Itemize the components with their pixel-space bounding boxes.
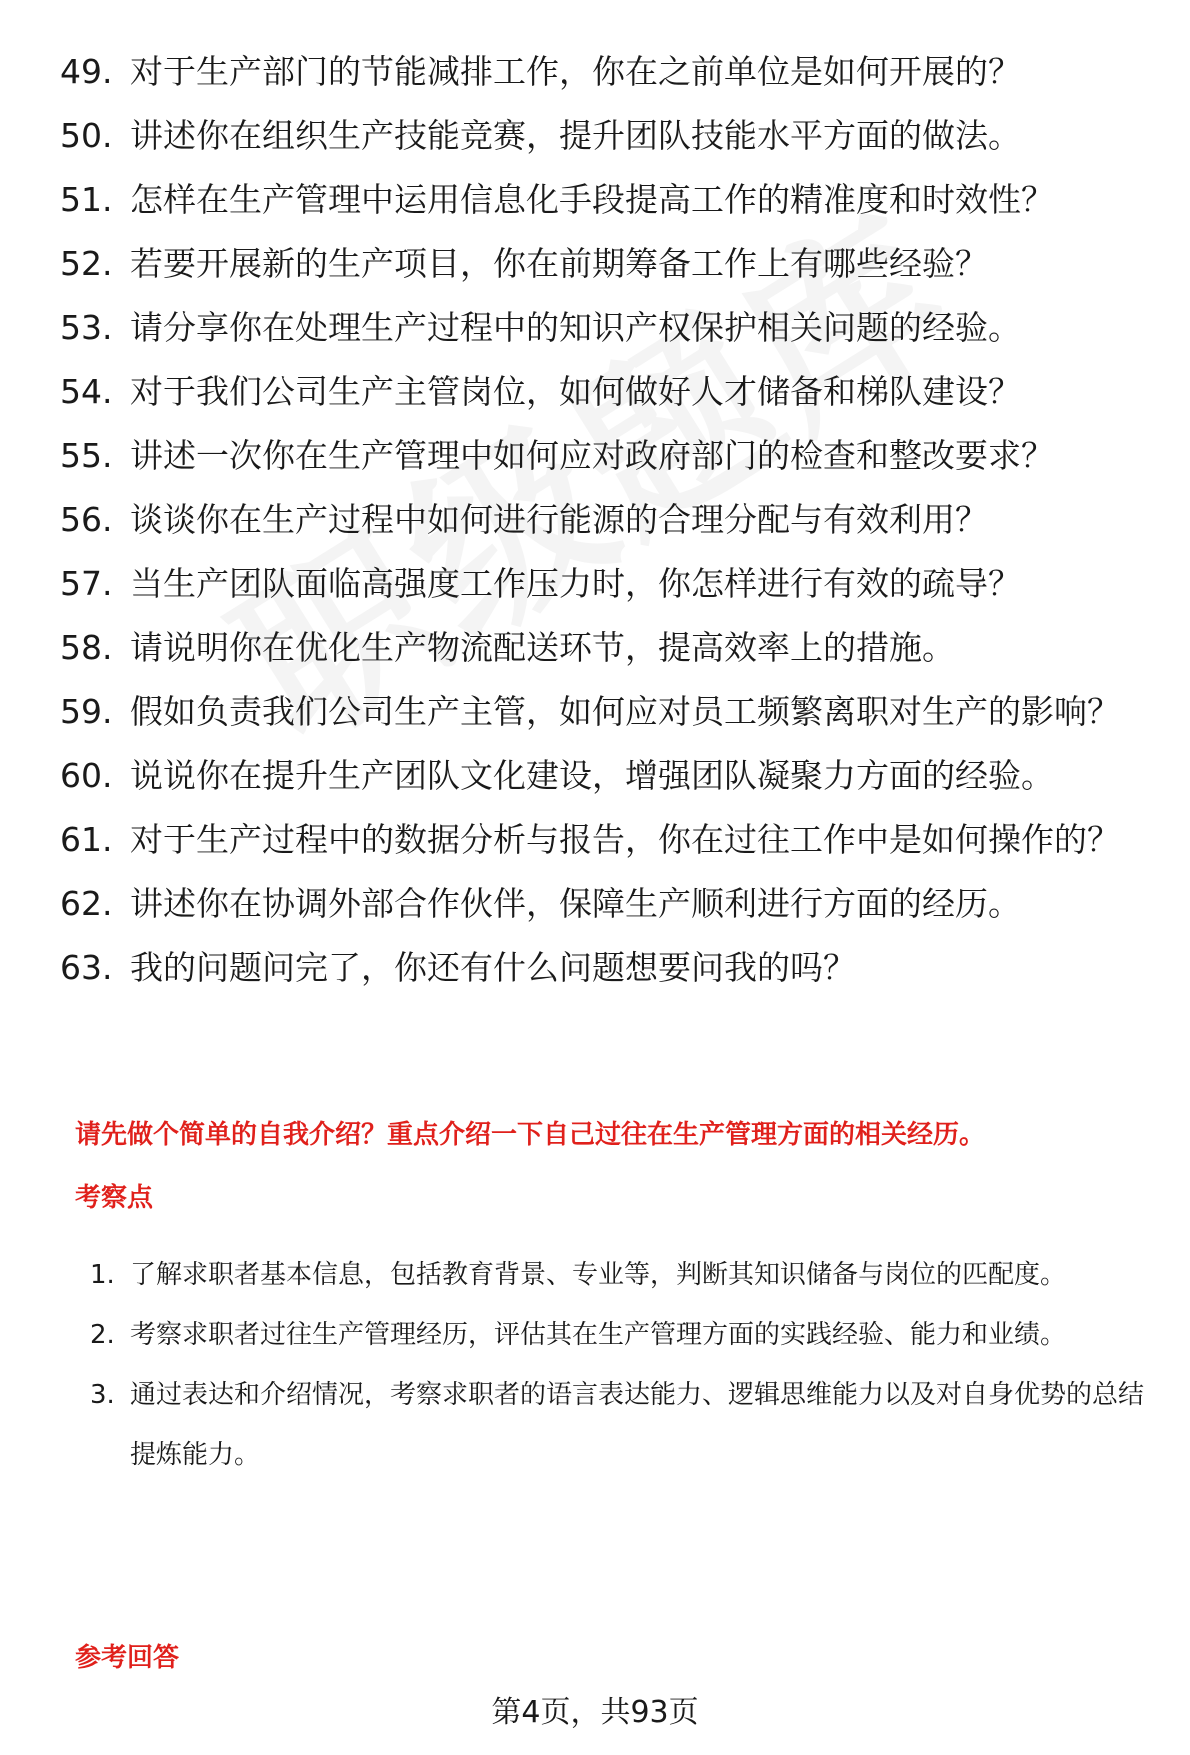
question-number: 53. bbox=[60, 308, 113, 347]
point-text: 通过表达和介绍情况，考察求职者的语言表达能力、逻辑思维能力以及对自身优势的总结提炼能力。 bbox=[130, 1380, 1145, 1470]
question-text: 讲述你在协调外部合作伙伴，保障生产顺利进行方面的经历。 bbox=[130, 884, 1021, 923]
question-item bbox=[0, 370, 1190, 414]
question-item bbox=[0, 498, 1190, 542]
question-text: 对于生产过程中的数据分析与报告，你在过往工作中是如何操作的？ bbox=[130, 820, 1120, 859]
question-item bbox=[0, 178, 1190, 222]
question-item bbox=[0, 434, 1190, 478]
question-item bbox=[0, 242, 1190, 286]
question-number: 63. bbox=[60, 948, 113, 987]
question-number: 50. bbox=[60, 116, 113, 155]
question-number: 62. bbox=[60, 884, 113, 923]
question-number: 59. bbox=[60, 692, 113, 731]
question-item bbox=[0, 690, 1190, 734]
question-number: 58. bbox=[60, 628, 113, 667]
question-number: 55. bbox=[60, 436, 113, 475]
question-text: 说说你在提升生产团队文化建设，增强团队凝聚力方面的经验。 bbox=[130, 756, 1054, 795]
question-number: 60. bbox=[60, 756, 113, 795]
question-number: 56. bbox=[60, 500, 113, 539]
question-text: 请分享你在处理生产过程中的知识产权保护相关问题的经验。 bbox=[130, 308, 1021, 347]
point-number: 1. bbox=[90, 1260, 115, 1290]
question-text: 谈谈你在生产过程中如何进行能源的合理分配与有效利用？ bbox=[130, 500, 988, 539]
question-list bbox=[0, 50, 1190, 1010]
question-text: 讲述一次你在生产管理中如何应对政府部门的检查和整改要求？ bbox=[130, 436, 1054, 475]
question-item bbox=[0, 626, 1190, 670]
question-text: 对于我们公司生产主管岗位，如何做好人才储备和梯队建设？ bbox=[130, 372, 1021, 411]
point-number: 3. bbox=[90, 1380, 115, 1410]
question-item bbox=[0, 946, 1190, 990]
answer-label: 参考回答 bbox=[75, 1643, 180, 1673]
question-item bbox=[0, 562, 1190, 606]
question-text: 讲述你在组织生产技能竞赛，提升团队技能水平方面的做法。 bbox=[130, 116, 1021, 155]
focus-point bbox=[0, 1365, 1190, 1485]
point-text: 考察求职者过往生产管理经历，评估其在生产管理方面的实践经验、能力和业绩。 bbox=[130, 1320, 1067, 1350]
question-text: 若要开展新的生产项目，你在前期筹备工作上有哪些经验？ bbox=[130, 244, 988, 283]
focus-point bbox=[0, 1245, 1190, 1305]
page-footer: 第4页，共93页 bbox=[491, 1695, 699, 1730]
point-number: 2. bbox=[90, 1320, 115, 1350]
question-number: 49. bbox=[60, 52, 113, 91]
question-number: 61. bbox=[60, 820, 113, 859]
point-text: 了解求职者基本信息，包括教育背景、专业等，判断其知识储备与岗位的匹配度。 bbox=[130, 1260, 1067, 1290]
question-item bbox=[0, 754, 1190, 798]
question-text: 当生产团队面临高强度工作压力时，你怎样进行有效的疏导？ bbox=[130, 564, 1021, 603]
question-number: 54. bbox=[60, 372, 113, 411]
question-text: 对于生产部门的节能减排工作，你在之前单位是如何开展的？ bbox=[130, 52, 1021, 91]
focus-point bbox=[0, 1305, 1190, 1365]
section-heading: 请先做个简单的自我介绍？重点介绍一下自己过往在生产管理方面的相关经历。 bbox=[75, 1120, 986, 1150]
focus-point-list bbox=[0, 1245, 1190, 1485]
question-item bbox=[0, 114, 1190, 158]
question-text: 假如负责我们公司生产主管，如何应对员工频繁离职对生产的影响？ bbox=[130, 692, 1120, 731]
question-item bbox=[0, 818, 1190, 862]
focus-label: 考察点 bbox=[75, 1183, 154, 1213]
question-number: 52. bbox=[60, 244, 113, 283]
question-number: 51. bbox=[60, 180, 113, 219]
question-item bbox=[0, 306, 1190, 350]
question-item bbox=[0, 50, 1190, 94]
question-text: 请说明你在优化生产物流配送环节，提高效率上的措施。 bbox=[130, 628, 955, 667]
question-item bbox=[0, 882, 1190, 926]
question-text: 我的问题问完了，你还有什么问题想要问我的吗？ bbox=[130, 948, 856, 987]
question-text: 怎样在生产管理中运用信息化手段提高工作的精准度和时效性？ bbox=[130, 180, 1054, 219]
question-number: 57. bbox=[60, 564, 113, 603]
